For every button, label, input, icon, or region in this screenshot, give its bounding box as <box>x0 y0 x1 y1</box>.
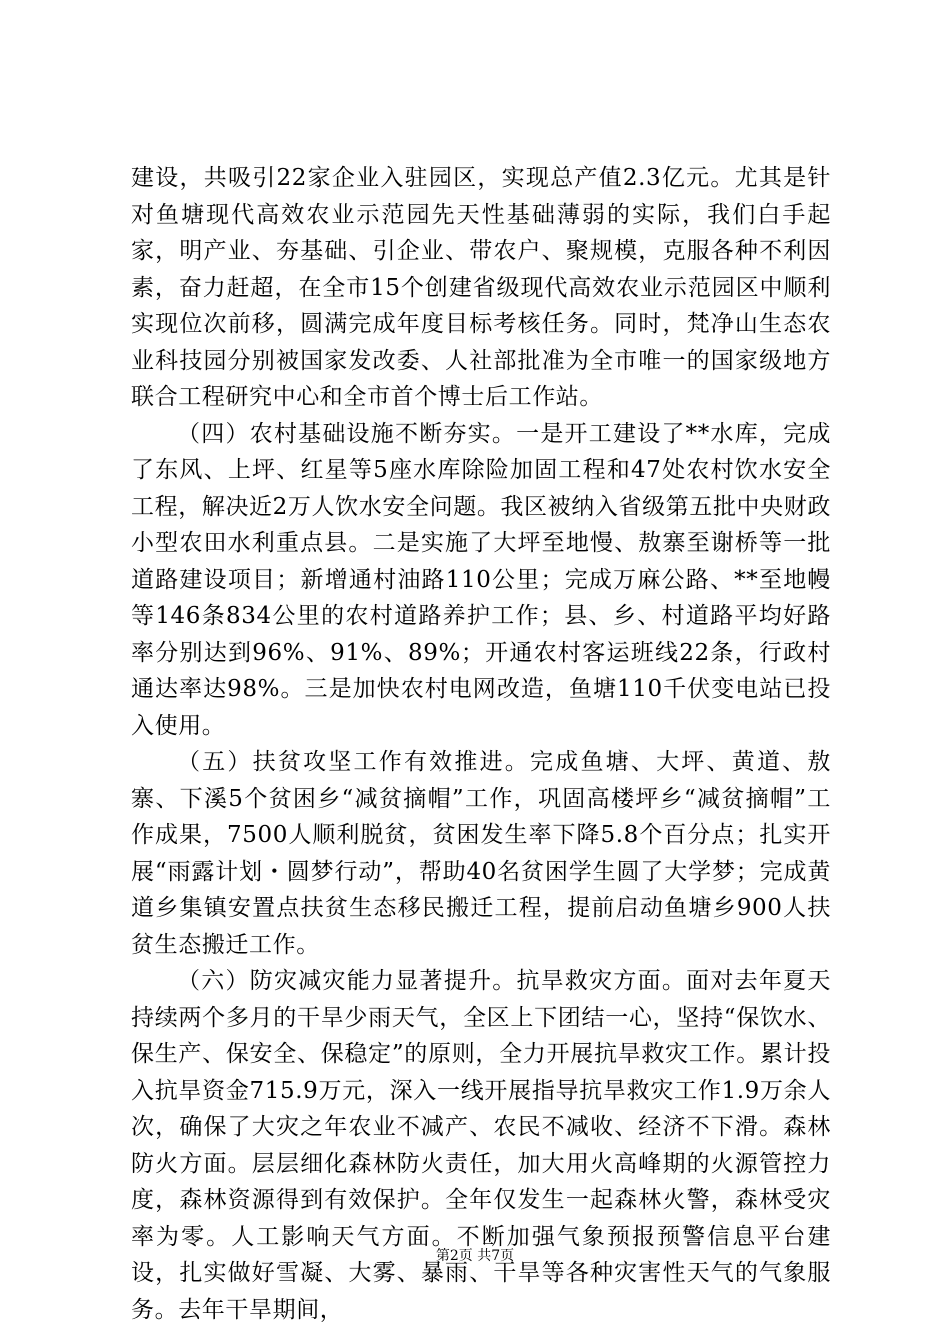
page-footer: 第2页 共7页 <box>435 1248 515 1264</box>
paragraph-rural-infrastructure: （四）农村基础设施不断夯实。一是开工建设了**水库，完成了东风、上坪、红星等5座水库除险加固工程和47处农村饮水安全工程，解决近2万人饮水安全问题。我区被纳入省级第五批中央财政小型农田水利重点县。二是实施了大坪至地慢、敖寨至谢桥等一批道路建设项目；新增通村油路110公里；完成万麻公路、**至地幔等146条834公里的农村道路养护工作；县、乡、村道路平均好路率分别达到96%、91%、89%；开通农村客运班线22条，行政村通达率达98%。三是加快农村电网改造，鱼塘110千伏变电站已投入使用。 <box>131 420 831 739</box>
paragraph-disaster-prevention: （六）防灾减灾能力显著提升。抗旱救灾方面。面对去年夏天持续两个多月的干旱少雨天气，全区上下团结一心，坚持“保饮水、保生产、保安全、保稳定”的原则，全力开展抗旱救灾工作。累计投入抗旱资金715.9万元，深入一线开展指导抗旱救灾工作1.9万余人次，确保了大灾之年农业不减产、农民不减收、经济不下滑。森林防火方面。层层细化森林防火责任，加大用火高峰期的火源管控力度，森林资源得到有效保护。全年仅发生一起森林火警，森林受灾率为零。人工影响天气方面。不断加强气象预报预警信息平台建设，扎实做好雪凝、大雾、暴雨、干旱等各种灾害性天气的气象服务。去年干旱期间， <box>131 968 831 1323</box>
document-body <box>131 160 831 1328</box>
paragraph-poverty-alleviation: （五）扶贫攻坚工作有效推进。完成鱼塘、大坪、黄道、敖寨、下溪5个贫困乡“减贫摘帽”工作，巩固高楼坪乡“减贫摘帽”工作成果，7500人顺利脱贫，贫困发生率下降5.8个百分点；扎实开展“雨露计划・圆梦行动”，帮助40名贫困学生圆了大学梦；完成黄道乡集镇安置点扶贫生态移民搬迁工程，提前启动鱼塘乡900人扶贫生态搬迁工作。 <box>131 749 831 958</box>
paragraph-continuation: 建设，共吸引22家企业入驻园区，实现总产值2.3亿元。尤其是针对鱼塘现代高效农业示范园先天性基础薄弱的实际，我们白手起家，明产业、夯基础、引企业、带农户、聚规模，克服各种不利因素，奋力赶超，在全市15个创建省级现代高效农业示范园区中顺利实现位次前移，圆满完成年度目标考核任务。同时，梵净山生态农业科技园分别被国家发改委、人社部批准为全市唯一的国家级地方联合工程研究中心和全市首个博士后工作站。 <box>131 165 831 410</box>
